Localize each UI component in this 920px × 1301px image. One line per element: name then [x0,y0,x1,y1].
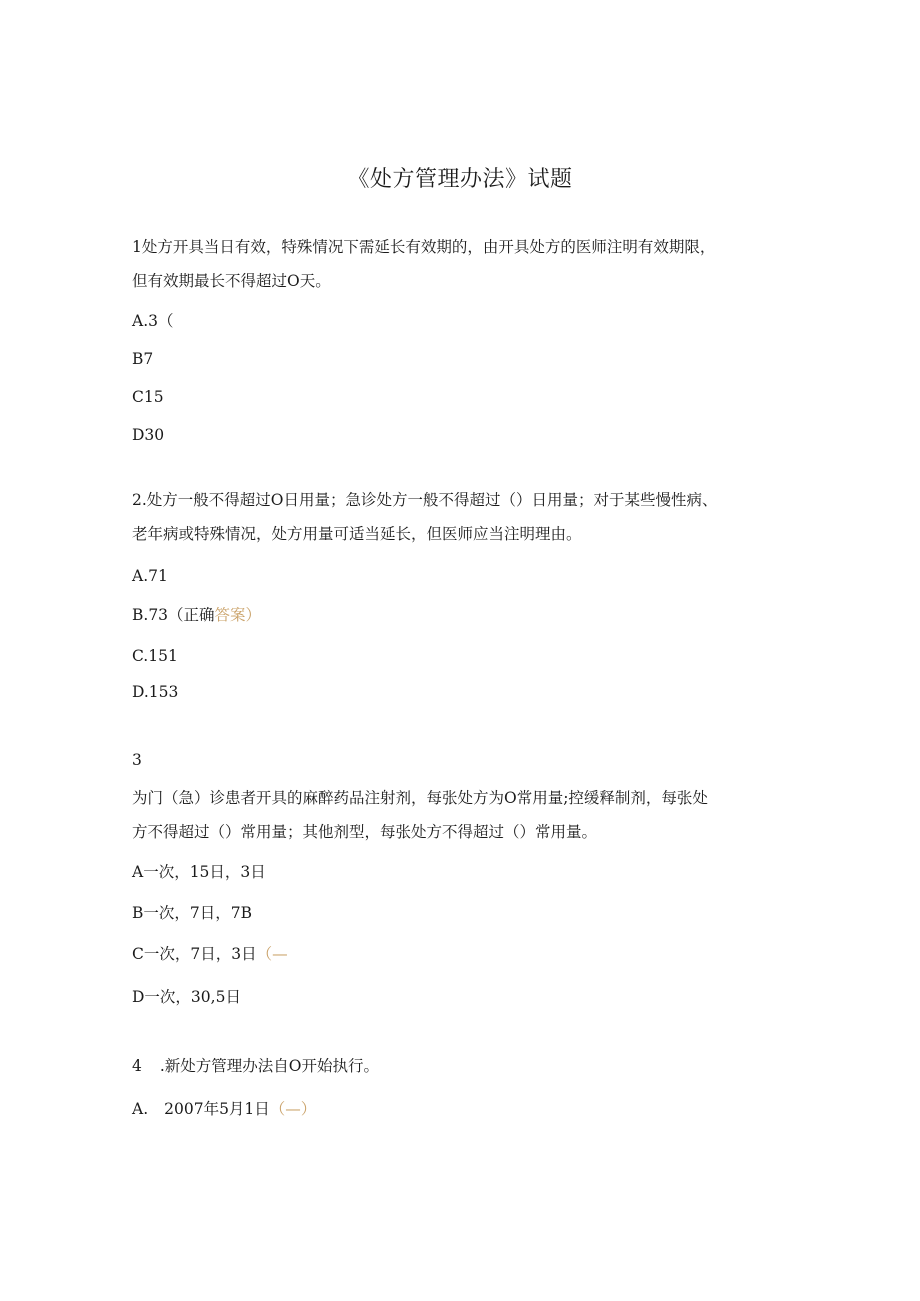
question-4-option-a [132,1099,316,1119]
question-2-option-d: D.153 [132,683,179,701]
question-1-line-2: 但有效期最长不得超过O天。 [132,272,331,290]
question-1-option-c: C15 [132,388,164,406]
question-2-option-b [132,605,261,625]
question-3-line-1: 为门（急）诊患者开具的麻醉药品注射剂，每张处方为O常用量;控缓释制剂，每张处 [132,789,708,807]
question-3-option-d: D一次，30,5日 [132,988,241,1006]
question-4-option-a-label: A. [132,1100,149,1118]
question-1-text [132,230,792,298]
question-2-option-b-text: B.73（正确 [132,606,215,624]
question-3-option-a: A一次，15日，3日 [132,863,266,881]
question-2-option-a: A.71 [132,567,168,585]
question-1-option-d: D30 [132,426,165,444]
question-1-option-a: A.3（ [132,312,174,330]
question-4-number: 4 [132,1057,142,1075]
question-4-text [132,1056,379,1076]
answer-mark: （— [256,945,288,963]
question-2-text [132,483,792,551]
question-3-line-2: 方不得超过（）常用量；其他剂型，每张处方不得超过（）常用量。 [132,823,598,841]
question-3-option-b: B一次，7日，7B [132,904,253,922]
question-2-line-2: 老年病或特殊情况，处方用量可适当延长，但医师应当注明理由。 [132,525,582,543]
answer-note: 答案） [214,606,262,624]
question-4-option-a-text: 2007年5月1日 [164,1100,270,1118]
question-1-line-1: 1处方开具当日有效，特殊情况下需延长有效期的，由开具处方的医师注明有效期限， [132,238,716,256]
question-1-option-b: B7 [132,350,154,368]
question-3-text [132,781,792,849]
answer-mark: （—） [269,1100,317,1118]
question-2-option-c: C.151 [132,647,178,665]
question-3-number: 3 [132,751,142,769]
question-4-stem: .新处方管理办法自O开始执行。 [159,1057,380,1075]
page-title: 《处方管理办法》试题 [347,167,573,192]
question-3-option-c [132,944,288,964]
question-2-line-1: 2.处方一般不得超过O日用量；急诊处方一般不得超过（）日用量；对于某些慢性病、 [132,491,718,509]
question-3-option-c-text: C一次，7日，3日 [132,945,257,963]
